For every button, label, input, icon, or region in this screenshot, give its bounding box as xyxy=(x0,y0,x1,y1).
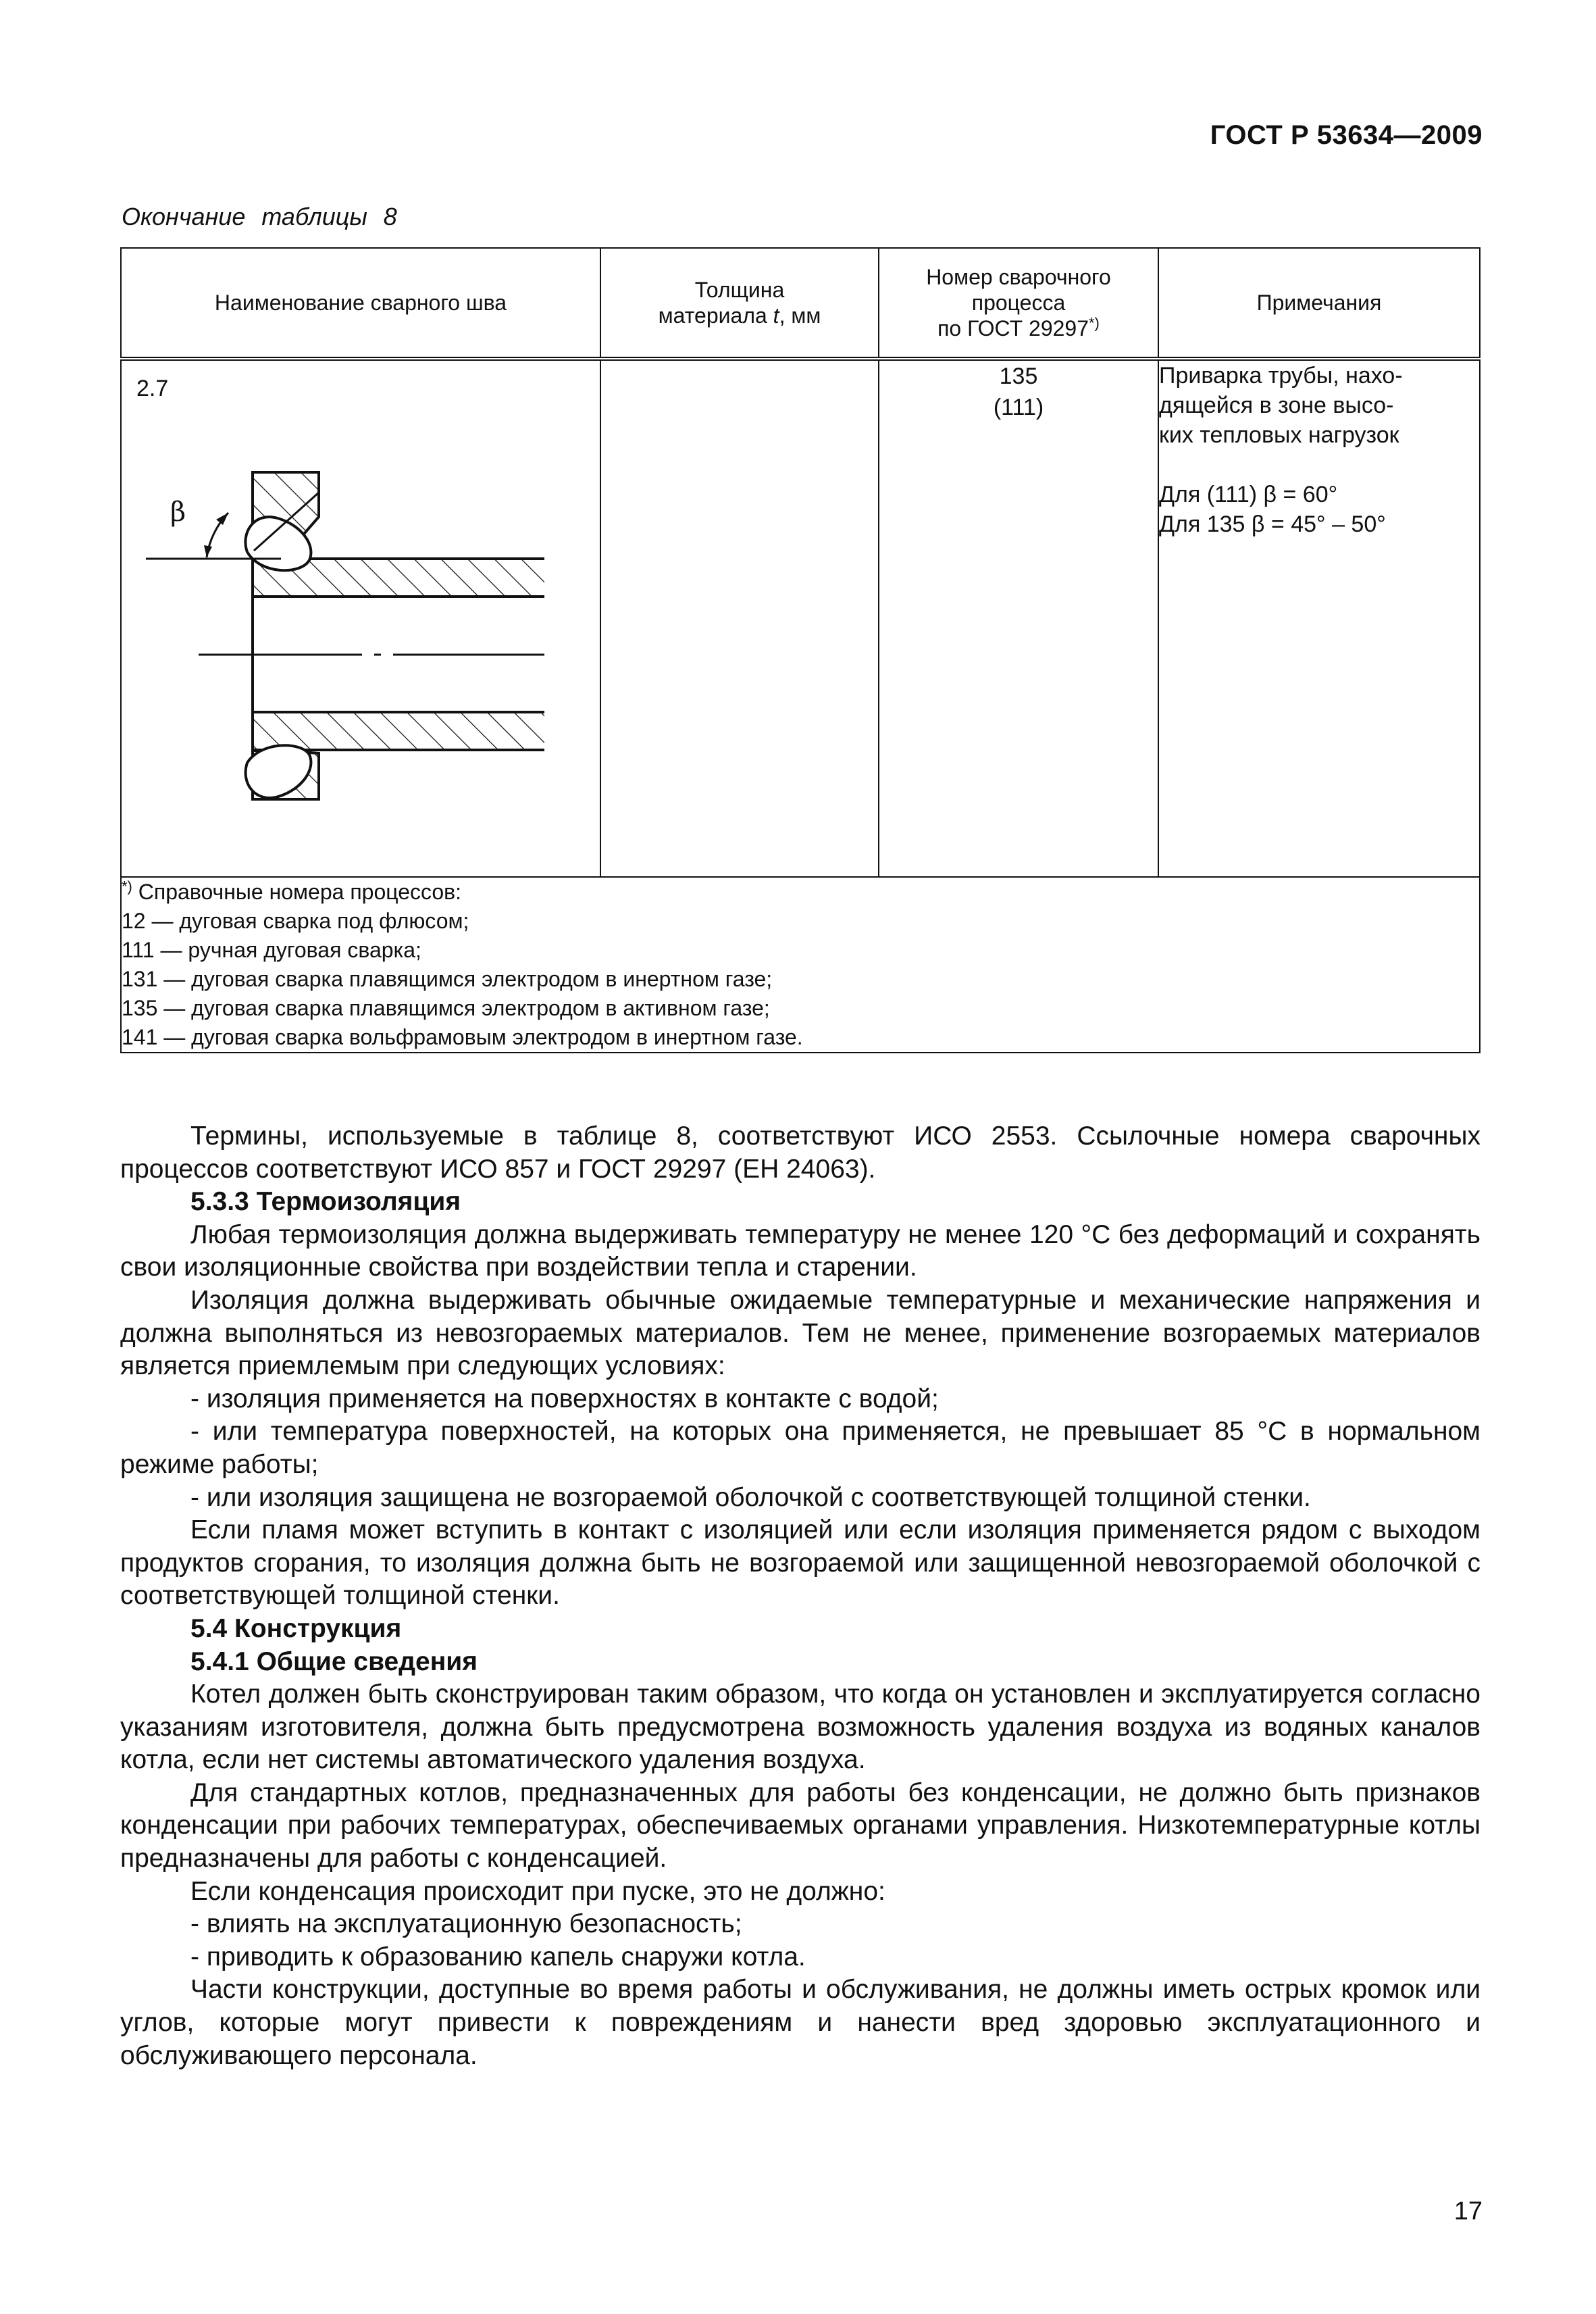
beta-arrow-upper xyxy=(216,513,228,525)
section-heading-5-3-3: 5.3.3 Термоизоляция xyxy=(190,1187,461,1217)
paragraph: Любая термоизоляция должна выдерживать температуру не менее 120 °С без деформаций и сохранять свои изоляционные свойства при воздействии тепла и старении. xyxy=(120,1219,1481,1282)
table-caption: Окончание таблицы 8 xyxy=(122,203,397,230)
list-item: - приводить к образованию капель снаружи котла. xyxy=(190,1942,806,1971)
process-cell xyxy=(879,359,1158,877)
note-line-1: Приварка трубы, нахо- xyxy=(1159,363,1403,388)
process-alternative: (111) xyxy=(993,395,1044,420)
paragraph: Для стандартных котлов, предназначенных для работы без конденсации, не должно быть признаков конденсации при рабочих температурах, обеспечиваемых органами управления. Низкотемпературные котлы предназначены для работы с конденсацией. xyxy=(120,1778,1481,1873)
list-item: - или изоляция защищена не возгораемой оболочкой с соответствующей толщиной стенки. xyxy=(190,1482,1311,1512)
table-footnote-row xyxy=(121,877,1480,1053)
paragraph: Части конструкции, доступные во время работы и обслуживания, не должны иметь острых кромок или углов, которые могут привести к повреждениям и нанести вред здоровью эксплуатационного и обслуживающего персонала. xyxy=(120,1975,1481,2070)
paragraph: Если конденсация происходит при пуске, это не должно: xyxy=(190,1876,885,1906)
note-gap xyxy=(1159,450,1479,480)
beta-label: β xyxy=(170,497,186,528)
footnote-item: 141 — дуговая сварка вольфрамовым электродом в инертном газе. xyxy=(122,1025,803,1049)
row-number: 2.7 xyxy=(136,376,169,401)
header-thickness-line1: Толщина xyxy=(694,278,785,302)
process-primary: 135 xyxy=(999,363,1038,389)
footnote-item: 111 — ручная дуговая сварка; xyxy=(122,938,421,962)
header-process-number xyxy=(879,248,1158,359)
header-process-std: по ГОСТ 29297 xyxy=(937,316,1089,341)
footnote-item: 131 — дуговая сварка плавящимся электродом в инертном газе; xyxy=(122,967,773,991)
weld-joint-drawing xyxy=(139,418,544,851)
list-item: - или температура поверхностей, на которых она применяется, не превышает 85 °С в нормальном режиме работы; xyxy=(120,1417,1481,1479)
header-thickness-line2 xyxy=(601,303,878,328)
beta-arrow-lower xyxy=(204,545,212,557)
header-thickness-text: материала xyxy=(658,303,773,328)
footnote-item: 135 — дуговая сварка плавящимся электродом в активном газе; xyxy=(122,996,770,1020)
note-angle-111: Для (111) β = 60° xyxy=(1159,482,1338,507)
footnote-item: 12 — дуговая сварка под флюсом; xyxy=(122,909,469,933)
header-thickness xyxy=(600,248,879,359)
table-8 xyxy=(120,247,1481,1053)
list-item: - изоляция применяется на поверхностях в контакте с водой; xyxy=(190,1384,939,1413)
section-heading-5-4: 5.4 Конструкция xyxy=(190,1613,402,1643)
paragraph: Если пламя может вступить в контакт с изоляцией или если изоляция применяется рядом с выходом продуктов сгорания, то изоляция должна быть не возгораемой или защищенной невозгораемой оболочкой с соответствующей толщиной стенки. xyxy=(120,1515,1481,1611)
section-heading-5-4-1: 5.4.1 Общие сведения xyxy=(190,1646,478,1676)
list-item: - влиять на эксплуатационную безопасность; xyxy=(190,1909,742,1939)
thickness-cell xyxy=(600,359,879,877)
body-text xyxy=(120,1120,1481,2072)
header-process-line2: процесса xyxy=(971,291,1066,315)
document-header: ГОСТ Р 53634—2009 xyxy=(1210,120,1483,150)
weld-cell xyxy=(121,359,600,877)
note-line-2: дящейся в зоне высо- xyxy=(1159,393,1394,418)
pipe-lower-wall xyxy=(253,712,544,750)
notes-cell xyxy=(1158,359,1480,877)
paragraph: Котел должен быть сконструирован таким образом, что когда он установлен и эксплуатируется согласно указаниям изготовителя, должна быть предусмотрена возможность удаления воздуха из водяных каналов котла, если нет системы автоматического удаления воздуха. xyxy=(120,1680,1481,1775)
header-process-line1: Номер сварочного xyxy=(926,265,1111,289)
note-line-3: ких тепловых нагрузок xyxy=(1159,422,1399,448)
footnote-title xyxy=(122,878,1479,907)
paragraph: Изоляция должна выдерживать обычные ожидаемые температурные и механические напряжения и должна выполняться из невозгораемых материалов. Тем не менее, применение возгораемых материалов является приемлемым при следующих условиях: xyxy=(120,1285,1481,1381)
page-number: 17 xyxy=(1453,2197,1483,2225)
header-process-line3 xyxy=(879,316,1158,341)
table-footnote xyxy=(121,877,1480,1053)
footnote-title-text: Справочные номера процессов: xyxy=(132,880,462,904)
header-weld-name: Наименование сварного шва xyxy=(121,248,600,359)
header-process-footnote-mark: *) xyxy=(1089,314,1100,332)
note-angle-135: Для 135 β = 45° – 50° xyxy=(1159,511,1386,537)
table-row xyxy=(121,359,1480,877)
header-thickness-var: t xyxy=(773,303,779,328)
header-notes: Примечания xyxy=(1158,248,1480,359)
header-thickness-unit: , мм xyxy=(779,303,821,328)
paragraph: Термины, используемые в таблице 8, соответствуют ИСО 2553. Ссылочные номера сварочных процессов соответствуют ИСО 857 и ГОСТ 29297 (ЕН 24063). xyxy=(120,1122,1481,1184)
footnote-mark: *) xyxy=(122,878,132,895)
